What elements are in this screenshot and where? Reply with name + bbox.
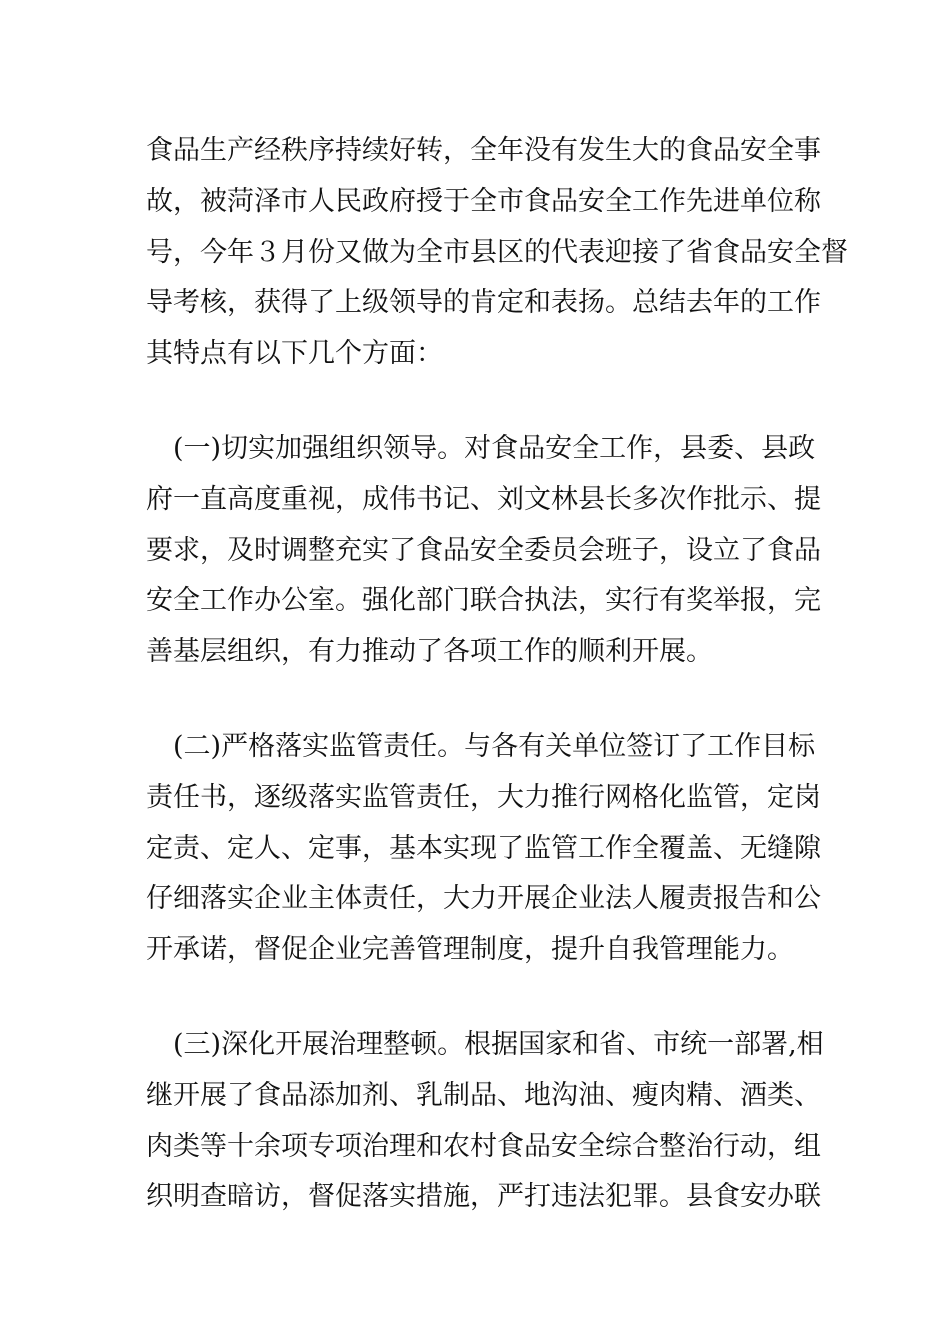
text-line: 仔细落实企业主体责任，大力开展企业法人履责报告和公 xyxy=(146,883,821,915)
paragraph-organization-leadership xyxy=(146,424,821,678)
text-line: 要求，及时调整充实了食品安全委员会班子，设立了食品 xyxy=(146,534,821,566)
text-line: 开承诺，督促企业完善管理制度，提升自我管理能力。 xyxy=(146,934,794,966)
text-line: 食品生产经秩序持续好转，全年没有发生大的食品安全事 xyxy=(146,135,821,166)
text-line: 府一直高度重视，成伟书记、刘文林县长多次作批示、提 xyxy=(146,483,821,515)
text-line: 号，今年３月份又做为全市县区的代表迎接了省食品安全督 xyxy=(146,236,848,268)
text-line: 责任书，逐级落实监管责任，大力推行网格化监管，定岗 xyxy=(146,781,821,813)
text-line: 定责、定人、定事，基本实现了监管工作全覆盖、无缝隙 xyxy=(146,832,821,864)
text-line: (二)严格落实监管责任。与各有关单位签订了工作目标 xyxy=(146,731,816,762)
text-line: 安全工作办公室。强化部门联合执法，实行有奖举报，完 xyxy=(146,585,821,617)
text-line: (一)切实加强组织领导。对食品安全工作，县委、县政 xyxy=(146,433,816,464)
text-line: 继开展了食品添加剂、乳制品、地沟油、瘦肉精、酒类、 xyxy=(146,1079,821,1111)
text-line: 其特点有以下几个方面： xyxy=(146,338,443,370)
paragraph-governance-rectification xyxy=(146,1020,824,1223)
text-line: 织明查暗访，督促落实措施，严打违法犯罪。县食安办联 xyxy=(146,1181,821,1213)
text-line: 善基层组织，有力推动了各项工作的顺利开展。 xyxy=(146,636,713,668)
text-line: 肉类等十余项专项治理和农村食品安全综合整治行动，组 xyxy=(146,1130,821,1162)
text-line: 故，被菏泽市人民政府授于全市食品安全工作先进单位称 xyxy=(146,185,821,217)
paragraph-food-safety-summary xyxy=(146,126,848,380)
text-line: 导考核，获得了上级领导的肯定和表扬。总结去年的工作 xyxy=(146,287,821,319)
text-line: (三)深化开展治理整顿。根据国家和省、市统一部署,相 xyxy=(146,1029,824,1060)
paragraph-supervision-responsibility xyxy=(146,722,821,976)
